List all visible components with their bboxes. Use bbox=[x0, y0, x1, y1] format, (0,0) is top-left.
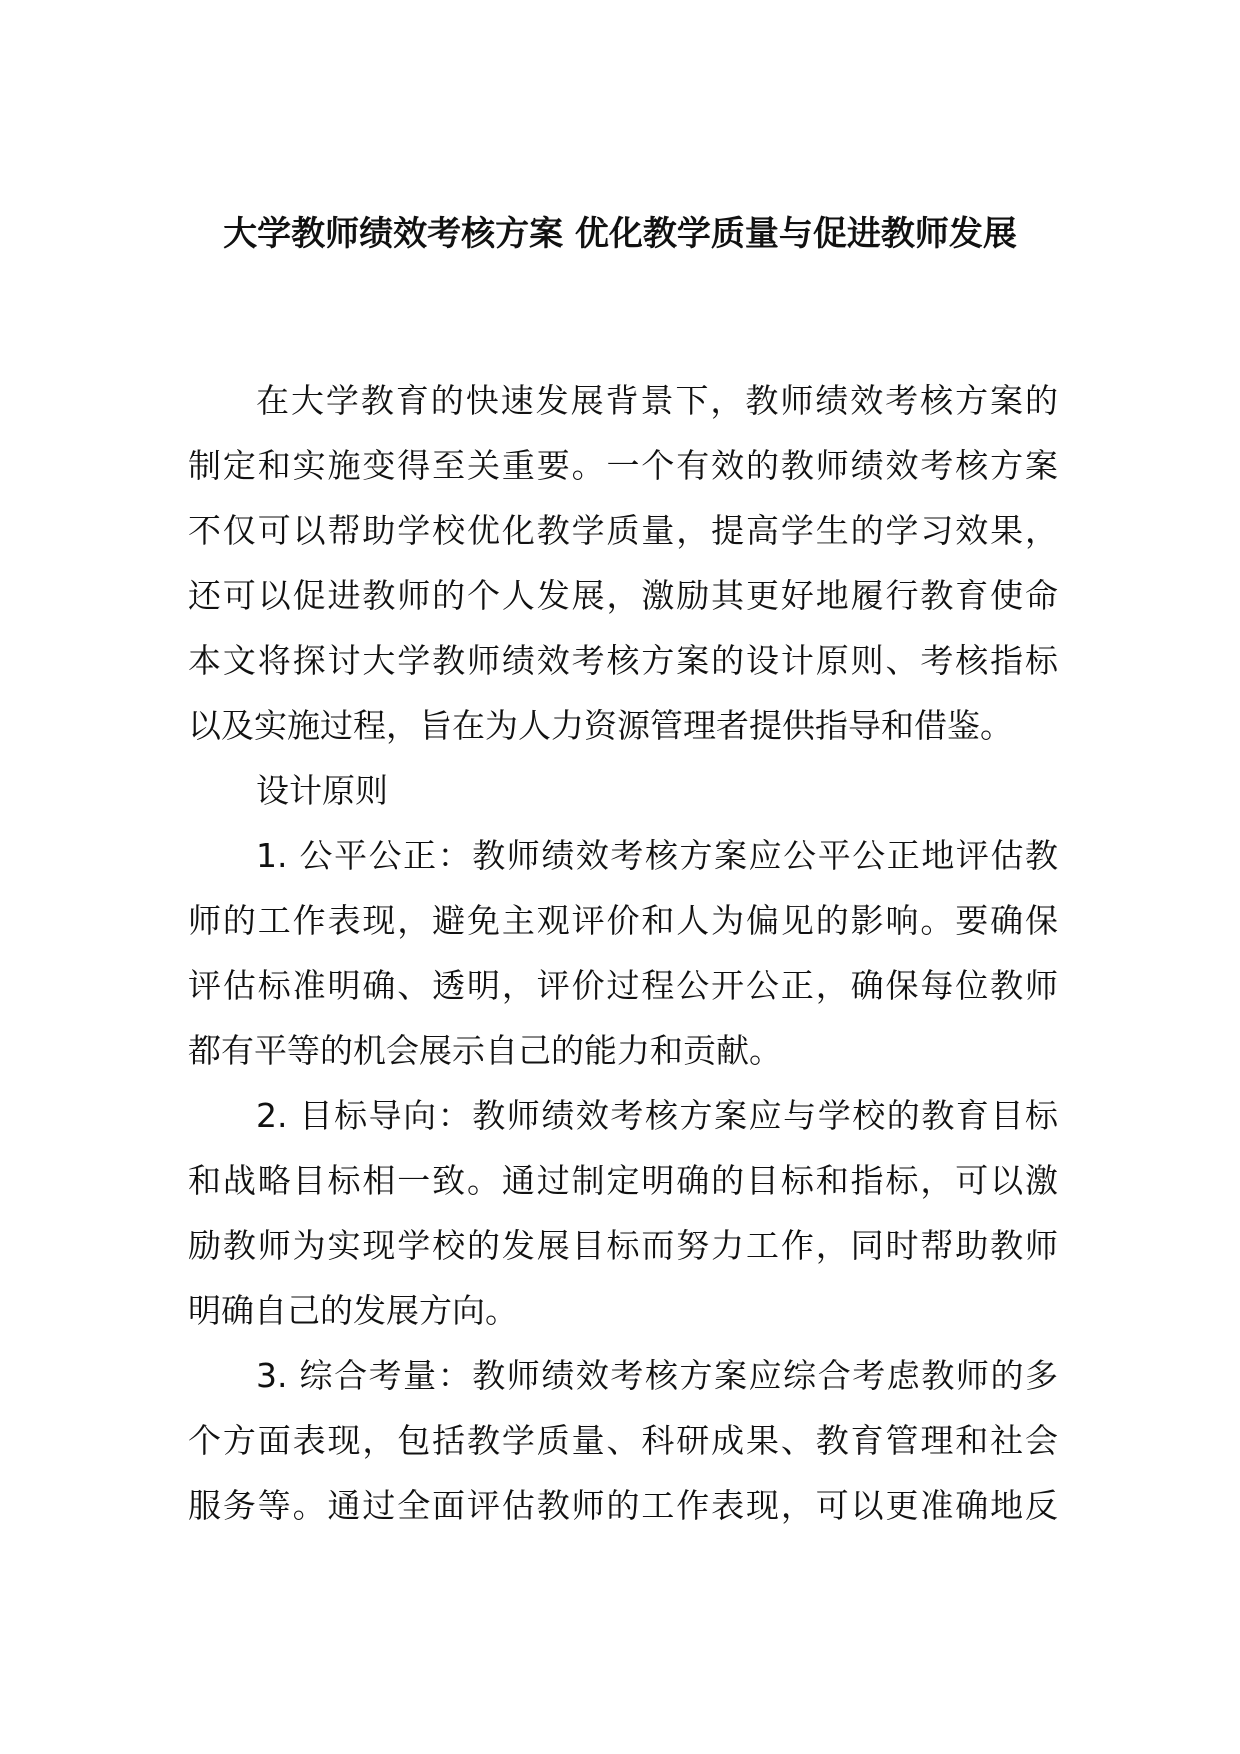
paragraph-line: 制定和实施变得至关重要。一个有效的教师绩效考核方案 bbox=[188, 446, 1058, 485]
paragraph-line: 个方面表现，包括教学质量、科研成果、教育管理和社会 bbox=[188, 1421, 1058, 1460]
paragraph-line: 3. 综合考量：教师绩效考核方案应综合考虑教师的多 bbox=[256, 1356, 1058, 1395]
paragraph-line: 还可以促进教师的个人发展，激励其更好地履行教育使命 bbox=[188, 576, 1058, 615]
paragraph-line: 励教师为实现学校的发展目标而努力工作，同时帮助教师 bbox=[188, 1226, 1058, 1265]
paragraph-line: 以及实施过程，旨在为人力资源管理者提供指导和借鉴。 bbox=[188, 706, 1013, 745]
paragraph-line: 本文将探讨大学教师绩效考核方案的设计原则、考核指标 bbox=[188, 641, 1058, 680]
document-body bbox=[188, 368, 1058, 1538]
paragraph-line: 在大学教育的快速发展背景下，教师绩效考核方案的 bbox=[256, 381, 1058, 420]
paragraph-line: 2. 目标导向：教师绩效考核方案应与学校的教育目标 bbox=[256, 1096, 1058, 1135]
paragraph-line: 评估标准明确、透明，评价过程公开公正，确保每位教师 bbox=[188, 966, 1058, 1005]
paragraph-line: 服务等。通过全面评估教师的工作表现，可以更准确地反 bbox=[188, 1486, 1058, 1525]
paragraph-line: 都有平等的机会展示自己的能力和贡献。 bbox=[188, 1031, 782, 1070]
paragraph-line: 1. 公平公正：教师绩效考核方案应公平公正地评估教 bbox=[256, 836, 1058, 875]
section-heading: 设计原则 bbox=[256, 771, 388, 810]
paragraph-line: 师的工作表现，避免主观评价和人为偏见的影响。要确保 bbox=[188, 901, 1058, 940]
document-title: 大学教师绩效考核方案 优化教学质量与促进教师发展 bbox=[223, 214, 1017, 254]
paragraph-line: 和战略目标相一致。通过制定明确的目标和指标，可以激 bbox=[188, 1161, 1058, 1200]
paragraph-line: 明确自己的发展方向。 bbox=[188, 1291, 518, 1330]
paragraph-line: 不仅可以帮助学校优化教学质量，提高学生的学习效果， bbox=[188, 511, 1058, 550]
